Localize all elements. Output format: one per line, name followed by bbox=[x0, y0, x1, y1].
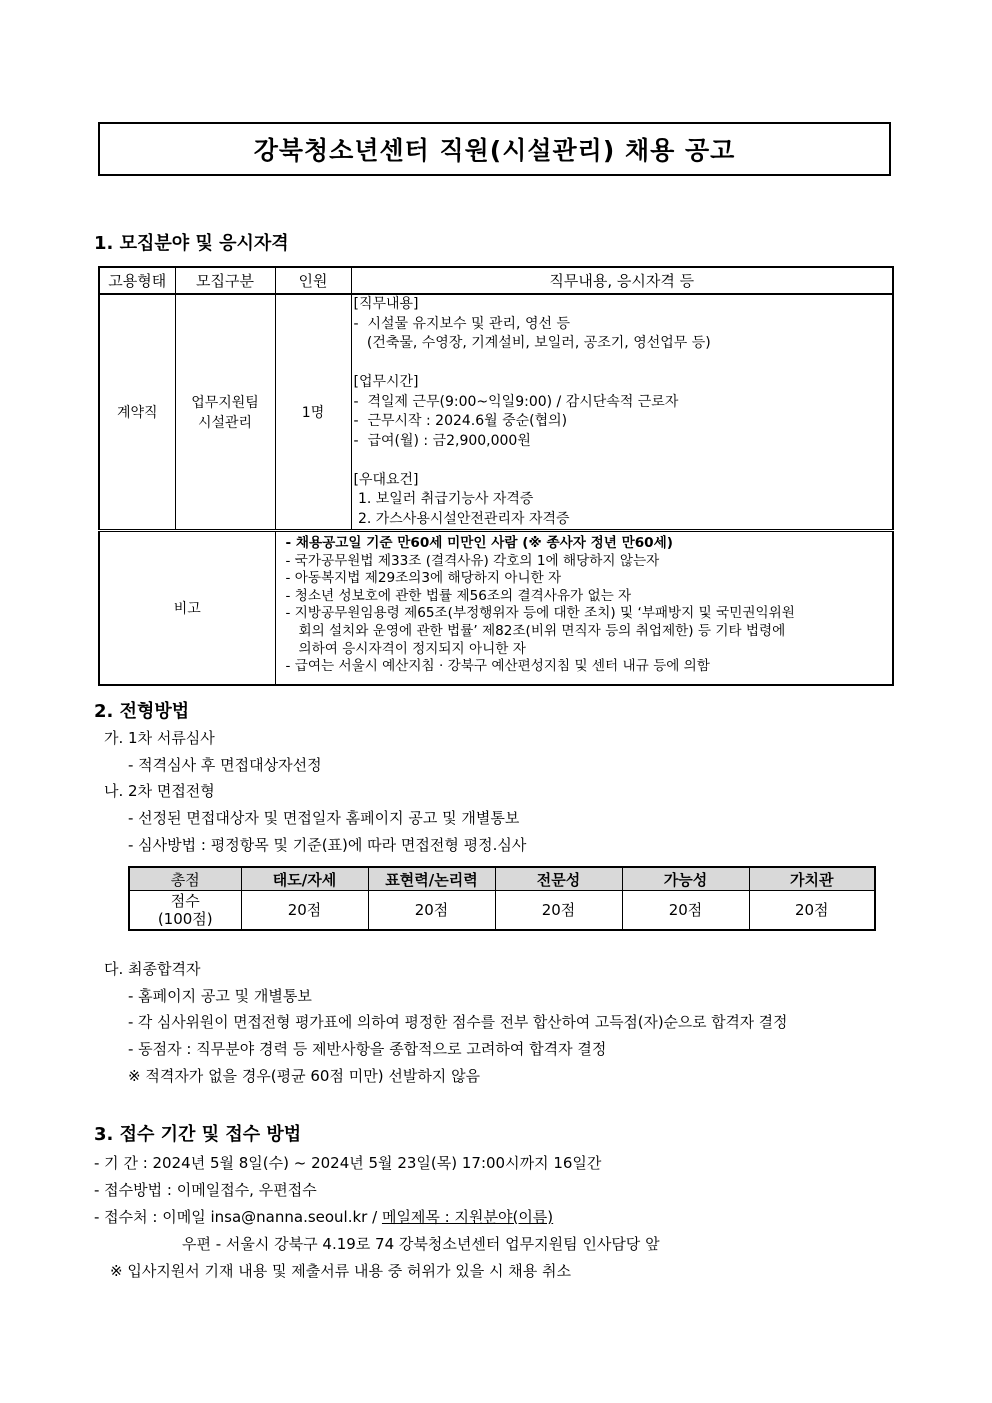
content-line: (건축물, 수영장, 기계설비, 보일러, 공조기, 영선업무 등) bbox=[353, 335, 711, 351]
step1-title: 가. 1차 서류심사 bbox=[104, 729, 215, 747]
score-header: 전문성 bbox=[495, 867, 622, 891]
step3-title: 다. 최종합격자 bbox=[104, 960, 201, 978]
content-line: 2. 가스사용시설안전관리자 자격증 bbox=[353, 510, 570, 527]
note-cell bbox=[275, 531, 893, 686]
score-header: 총점 bbox=[129, 867, 241, 891]
score-table bbox=[128, 866, 876, 931]
step1-item: - 적격심사 후 면접대상자선정 bbox=[128, 756, 322, 774]
note-line: - 청소년 성보호에 관한 법률 제56조의 결격사유가 없는 자 bbox=[285, 587, 632, 604]
step2-item: - 선정된 면접대상자 및 면접일자 홈페이지 공고 및 개별통보 bbox=[128, 809, 520, 827]
step3-note: ※ 적격자가 없을 경우(평균 60점 미만) 선발하지 않음 bbox=[128, 1067, 481, 1085]
job-details-cell bbox=[351, 294, 893, 531]
score-header: 가능성 bbox=[622, 867, 749, 891]
step3-item: - 각 심사위원이 면접전형 평가표에 의하여 평정한 점수를 전부 합산하여 고득점(자)순으로 합격자 결정 bbox=[128, 1014, 788, 1031]
headcount-cell: 1명 bbox=[275, 294, 351, 531]
content-line: [직무내용] bbox=[353, 296, 419, 312]
content-line bbox=[354, 354, 893, 374]
note-line: 회의 설치와 운영에 관한 법률’ 제82조(비위 면직자 등의 취업제한) 등 기타 법령에 bbox=[285, 622, 786, 639]
step3-item: - 동점자 : 직무분야 경력 등 제반사항을 종합적으로 고려하여 합격자 결정 bbox=[128, 1040, 607, 1058]
category-line1: 업무지원팀 bbox=[191, 395, 259, 411]
score-cell: 20점 bbox=[241, 891, 368, 931]
content-line: 1. 보일러 취급기능사 자격증 bbox=[353, 491, 534, 507]
score-header: 표현력/논리력 bbox=[368, 867, 495, 891]
email-subject-rule: 메일제목 : 지원분야(이름) bbox=[381, 1208, 554, 1226]
score-header: 태도/자세 bbox=[241, 867, 368, 891]
note-line: - 급여는 서울시 예산지침 · 강북구 예산편성지침 및 센터 내규 등에 의함 bbox=[285, 658, 710, 675]
section3-heading: 3. 접수 기간 및 접수 방법 bbox=[94, 1124, 302, 1145]
content-line: - 시설물 유지보수 및 관리, 영선 등 bbox=[353, 315, 570, 332]
score-row-label bbox=[129, 891, 241, 931]
category-line2: 시설관리 bbox=[197, 415, 253, 431]
section1-heading: 1. 모집분야 및 응시자격 bbox=[94, 233, 289, 254]
step3-item: - 홈페이지 공고 및 개별통보 bbox=[128, 987, 312, 1005]
header-job-details: 직무내용, 응시자격 등 bbox=[351, 267, 893, 294]
score-cell: 20점 bbox=[368, 891, 495, 931]
application-place bbox=[94, 1208, 553, 1226]
score-header: 가치관 bbox=[749, 867, 875, 891]
score-row-label-line1: 점수 bbox=[170, 892, 200, 910]
note-line: - 아동복지법 제29조의3에 해당하지 아니한 자 bbox=[285, 570, 562, 587]
content-line: - 격일제 근무(9:00~익일9:00) / 감시단속적 근로자 bbox=[353, 393, 679, 410]
step2-item: - 심사방법 : 평정항목 및 기준(표)에 따라 면접전형 평정.심사 bbox=[128, 836, 527, 854]
application-post: 우편 - 서울시 강북구 4.19로 74 강북청소년센터 업무지원팀 인사담당 앞 bbox=[182, 1235, 660, 1253]
section2-heading: 2. 전형방법 bbox=[94, 701, 190, 722]
note-line: - 국가공무원법 제33조 (결격사유) 각호의 1에 해당하지 않는자 bbox=[285, 552, 660, 569]
score-row-label-line2: (100점) bbox=[157, 910, 213, 928]
employment-type-cell: 계약직 bbox=[99, 294, 175, 531]
category-cell bbox=[175, 294, 275, 531]
false-info-warning: ※ 입사지원서 기재 내용 및 제출서류 내용 중 허위가 있을 시 채용 취소 bbox=[110, 1262, 572, 1280]
score-cell: 20점 bbox=[622, 891, 749, 931]
header-category: 모집구분 bbox=[175, 267, 275, 294]
header-employment-type: 고용형태 bbox=[99, 267, 175, 294]
content-line: - 근무시작 : 2024.6월 중순(협의) bbox=[353, 413, 568, 429]
score-cell: 20점 bbox=[749, 891, 875, 931]
score-cell: 20점 bbox=[495, 891, 622, 931]
header-headcount: 인원 bbox=[275, 267, 351, 294]
content-line: - 급여(월) : 금2,900,000원 bbox=[353, 432, 531, 449]
recruitment-table bbox=[98, 266, 894, 686]
application-period: - 기 간 : 2024년 5월 8일(수) ~ 2024년 5월 23일(목) 17:00시까지 16일간 bbox=[94, 1154, 602, 1172]
application-method: - 접수방법 : 이메일접수, 우편접수 bbox=[94, 1181, 317, 1199]
step2-title: 나. 2차 면접전형 bbox=[104, 782, 215, 800]
content-line: [업무시간] bbox=[353, 374, 419, 390]
note-line: 의하여 응시자격이 정지되지 아니한 자 bbox=[285, 640, 526, 657]
application-place-email: - 접수처 : 이메일 insa@nanna.seoul.kr / bbox=[94, 1208, 382, 1226]
note-label-cell: 비고 bbox=[99, 531, 275, 686]
page-title: 강북청소년센터 직원(시설관리) 채용 공고 bbox=[98, 122, 891, 176]
note-line: - 채용공고일 기준 만60세 미만인 사람 (※ 종사자 정년 만60세) bbox=[285, 535, 673, 551]
note-line: - 지방공무원임용령 제65조(부정행위자 등에 대한 조치) 및 ‘부패방지 및 국민권익위원 bbox=[285, 605, 795, 622]
content-line bbox=[354, 451, 893, 471]
content-line: [우대요건] bbox=[353, 471, 419, 488]
